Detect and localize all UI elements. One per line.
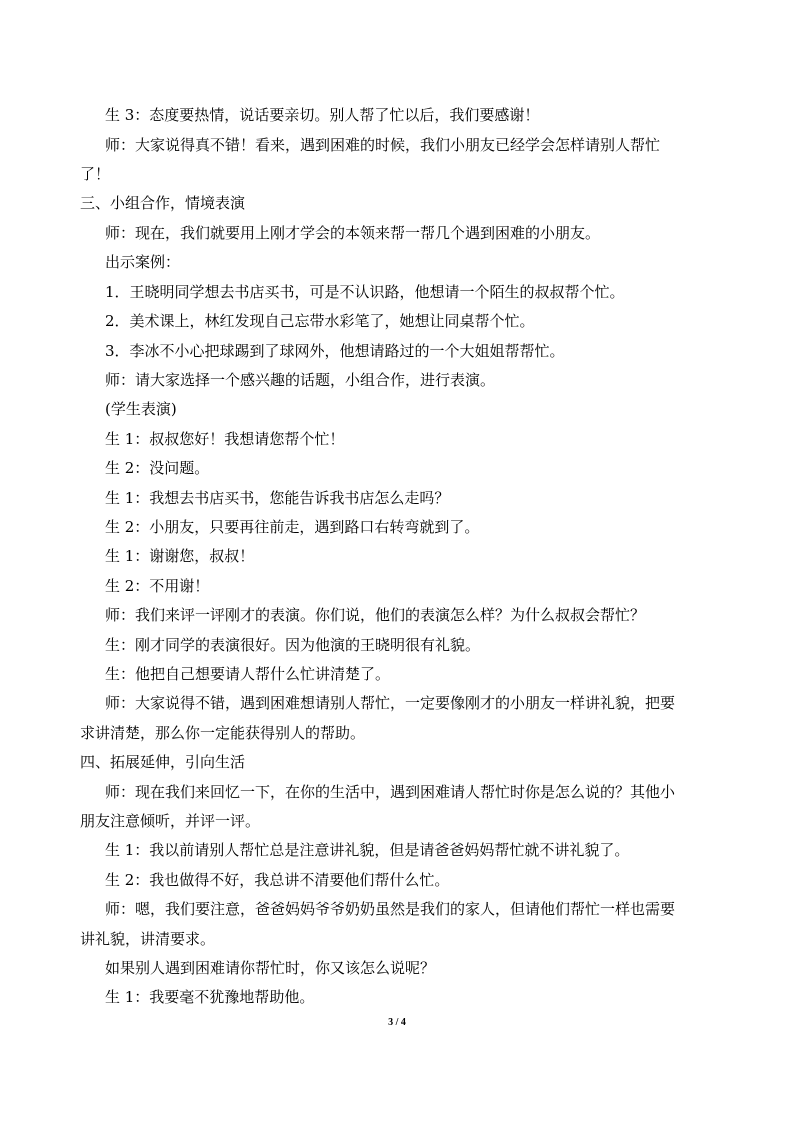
paragraph: 如果别人遇到困难请你帮忙时，你又该怎么说呢？ (105, 959, 436, 977)
dialogue-line: 师：请大家选择一个感兴趣的话题，小组合作，进行表演。 (105, 371, 496, 389)
section-heading: 三、小组合作，情境表演 (80, 194, 246, 212)
dialogue-line: 生 2：我也做得不好，我总讲不清要他们帮什么忙。 (105, 871, 450, 889)
dialogue-line-continuation: 求讲清楚，那么你一定能获得别人的帮助。 (80, 724, 366, 742)
dialogue-line: 师：现在，我们就要用上刚才学会的本领来帮一帮几个遇到困难的小朋友。 (105, 224, 601, 242)
dialogue-line: 师：现在我们来回忆一下，在你的生活中，遇到困难请人帮忙时你是怎么说的？其他小 (105, 783, 676, 801)
section-heading: 四、拓展延伸，引向生活 (80, 753, 246, 771)
stage-note: (学生表演) (105, 400, 177, 418)
dialogue-line: 师：大家说得不错，遇到困难想请别人帮忙，一定要像刚才的小朋友一样讲礼貌，把要 (105, 694, 676, 712)
dialogue-line: 生：刚才同学的表演很好。因为他演的王晓明很有礼貌。 (105, 636, 481, 654)
page-number: 3 / 4 (388, 1017, 406, 1028)
paragraph: 出示案例： (105, 253, 181, 271)
dialogue-line: 生：他把自己想要请人帮什么忙讲清楚了。 (105, 665, 391, 683)
dialogue-line: 师：嗯，我们要注意，爸爸妈妈爷爷奶奶虽然是我们的家人，但请他们帮忙一样也需要 (105, 900, 676, 918)
dialogue-line: 生 2：没问题。 (105, 459, 210, 477)
dialogue-line: 生 3：态度要热情，说话要亲切。别人帮了忙以后，我们要感谢！ (105, 106, 540, 124)
dialogue-line-continuation: 讲礼貌，讲清要求。 (80, 930, 216, 948)
dialogue-line: 生 1：我以前请别人帮忙总是注意讲礼貌，但是请爸爸妈妈帮忙就不讲礼貌了。 (105, 841, 630, 859)
dialogue-line: 生 1：我想去书店买书，您能告诉我书店怎么走吗？ (105, 489, 450, 507)
dialogue-line-continuation: 了！ (80, 165, 111, 183)
dialogue-line: 师：我们来评一评刚才的表演。你们说，他们的表演怎么样？为什么叔叔会帮忙？ (105, 606, 646, 624)
dialogue-line: 生 2：不用谢！ (105, 577, 210, 595)
dialogue-line: 生 1：我要毫不犹豫地帮助他。 (105, 988, 315, 1006)
case-item: 1．王晓明同学想去书店买书，可是不认识路，他想请一个陌生的叔叔帮个忙。 (105, 283, 625, 301)
dialogue-line: 师：大家说得真不错！看来，遇到困难的时候，我们小朋友已经学会怎样请别人帮忙 (105, 136, 661, 154)
dialogue-line: 生 2：小朋友，只要再往前走，遇到路口右转弯就到了。 (105, 518, 480, 536)
dialogue-line-continuation: 朋友注意倾听，并评一评。 (80, 812, 261, 830)
dialogue-line: 生 1：谢谢您，叔叔！ (105, 547, 255, 565)
case-item: 3．李冰不小心把球踢到了球网外，他想请路过的一个大姐姐帮帮忙。 (105, 342, 565, 360)
dialogue-line: 生 1：叔叔您好！我想请您帮个忙！ (105, 430, 345, 448)
case-item: 2．美术课上，林红发现自己忘带水彩笔了，她想让同桌帮个忙。 (105, 312, 535, 330)
